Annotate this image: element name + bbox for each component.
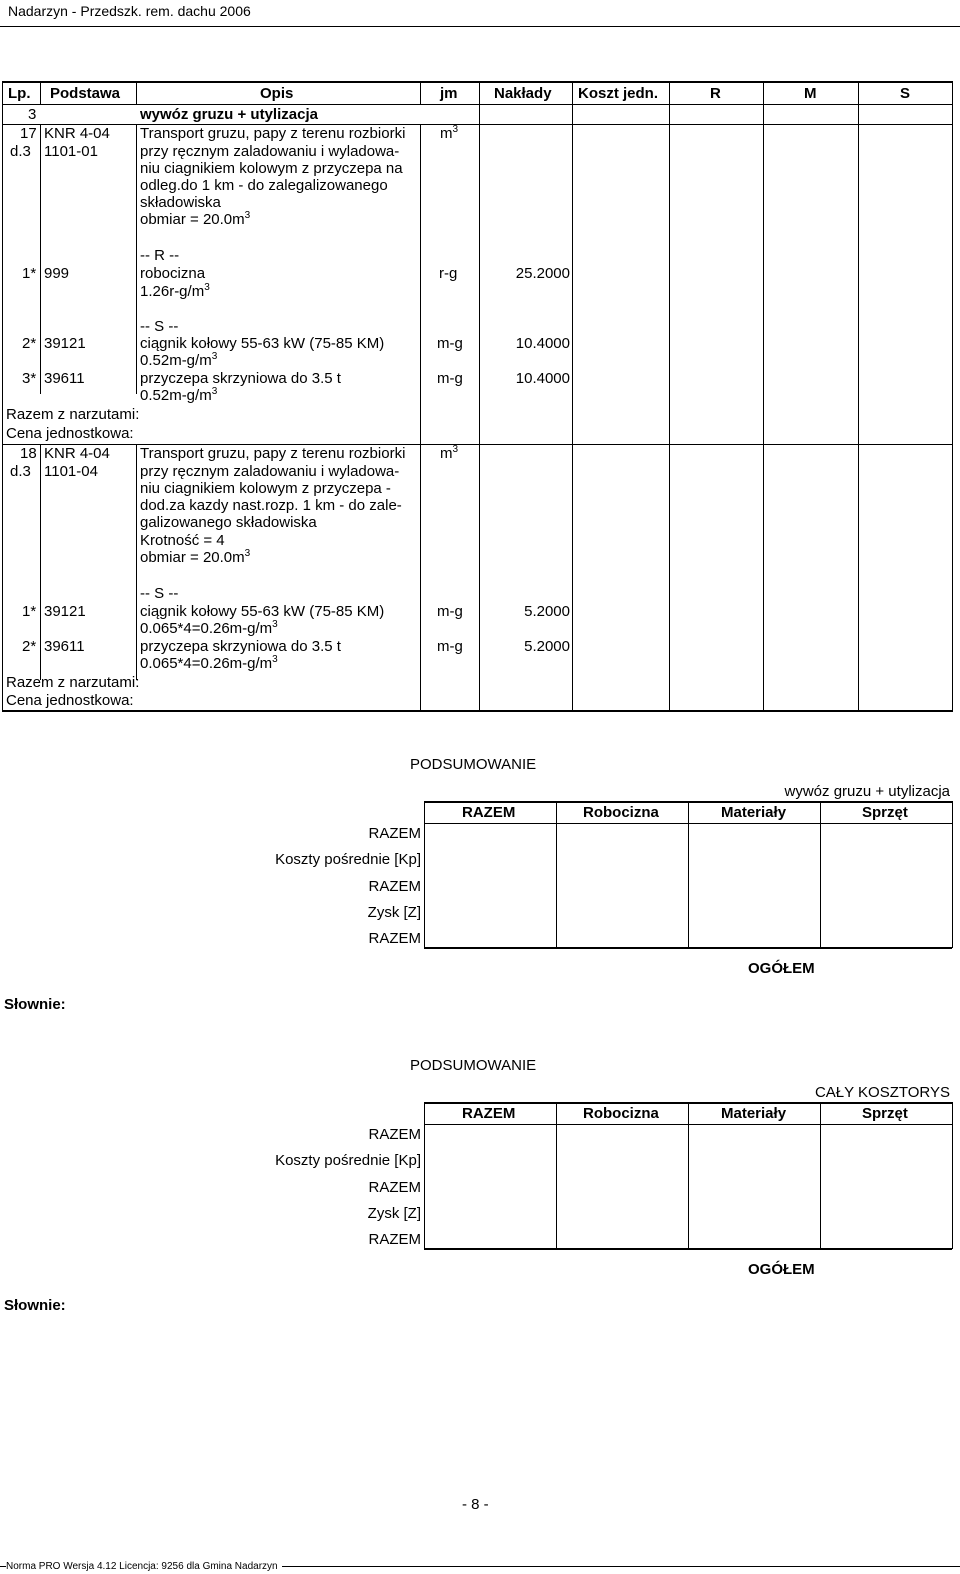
col-header-m: M <box>804 85 817 102</box>
resource-name: ciągnik kołowy 55-63 kW (75-85 KM) <box>140 335 385 352</box>
item-lp-suffix: d.3 <box>10 463 31 480</box>
resource-group-s: -- S -- <box>140 585 179 602</box>
summary-row-label: Koszty pośrednie [Kp] <box>275 1152 421 1169</box>
total-with-surcharges-label: Razem z narzutami: <box>6 406 140 423</box>
col-header-r: R <box>710 85 721 102</box>
resource-qty: 5.2000 <box>524 638 570 655</box>
summary-row-label: RAZEM <box>368 1179 421 1196</box>
resource-lp: 2* <box>22 638 37 655</box>
resource-qty: 25.2000 <box>515 265 570 282</box>
resource-unit: r-g <box>439 265 458 282</box>
summary-row-label: RAZEM <box>368 1231 421 1248</box>
item-measure: obmiar = $20.0m^3$ <box>140 210 251 228</box>
section-number: 3 <box>28 106 37 123</box>
summary-heading: PODSUMOWANIE <box>410 1057 537 1074</box>
col-header-s: S <box>900 85 911 102</box>
item-basis-code: 1101-01 <box>44 143 98 160</box>
resource-lp: 3* <box>22 370 37 387</box>
resource-unit: m-g <box>437 335 463 352</box>
resource-norm: $0.52m-g/m^3$ <box>140 386 218 404</box>
resource-name: ciągnik kołowy 55-63 kW (75-85 KM) <box>140 603 385 620</box>
total-with-surcharges-label: Razem z narzutami: <box>6 674 140 691</box>
summary-heading: PODSUMOWANIE <box>410 756 537 773</box>
unit-price-label: Cena jednostkowa: <box>6 425 134 442</box>
summary-row-label: RAZEM <box>368 1126 421 1143</box>
summary-row-label: Zysk [Z] <box>367 904 421 921</box>
item-basis: KNR 4-04 <box>44 125 110 142</box>
summary-scope: CAŁY KOSZTORYS <box>814 1084 950 1101</box>
item-desc-line: Krotność = 4 <box>140 532 225 549</box>
col-header-naklady: Nakłady <box>494 85 552 102</box>
table-header-bottom <box>2 104 952 105</box>
resource-qty: 5.2000 <box>524 603 570 620</box>
item-measure: obmiar = $20.0m^3$ <box>140 548 251 566</box>
summary-col-header: Robocizna <box>583 1105 659 1122</box>
item-unit: $m^3$ <box>440 124 459 142</box>
header-rule <box>0 26 960 27</box>
summary-row-label: Zysk [Z] <box>367 1205 421 1222</box>
summary-row-label: RAZEM <box>368 878 421 895</box>
resource-code: 39611 <box>44 370 85 387</box>
resource-lp: 2* <box>22 335 37 352</box>
grand-total-label: OGÓŁEM <box>748 960 815 977</box>
col-header-podstawa: Podstawa <box>50 85 121 102</box>
col-header-jm: jm <box>440 85 458 102</box>
grand-total-label: OGÓŁEM <box>748 1261 815 1278</box>
resource-code: 999 <box>44 265 70 282</box>
resource-qty: 10.4000 <box>515 370 570 387</box>
summary-col-header: RAZEM <box>462 804 516 821</box>
summary-row-label: Koszty pośrednie [Kp] <box>275 851 421 868</box>
item-lp-suffix: d.3 <box>10 143 31 160</box>
resource-name: przyczepa skrzyniowa do 3.5 t <box>140 370 341 387</box>
amount-in-words-label: Słownie: <box>4 1297 66 1314</box>
resource-unit: m-g <box>437 370 463 387</box>
summary-col-header: Robocizna <box>583 804 659 821</box>
resource-unit: m-g <box>437 603 463 620</box>
page-number: - 8 - <box>462 1496 489 1513</box>
resource-lp: 1* <box>22 265 37 282</box>
amount-in-words-label: Słownie: <box>4 996 66 1013</box>
summary-row-label: RAZEM <box>368 825 421 842</box>
summary-row-label: RAZEM <box>368 930 421 947</box>
resource-norm: $1.26r-g/m^3$ <box>140 282 210 300</box>
resource-code: 39121 <box>44 335 86 352</box>
item-desc-line: składowiska <box>140 194 221 211</box>
summary-col-header: Materiały <box>721 804 787 821</box>
summary-col-header: Sprzęt <box>862 804 908 821</box>
resource-code: 39121 <box>44 603 86 620</box>
summary-col-header: RAZEM <box>462 1105 516 1122</box>
unit-price-label: Cena jednostkowa: <box>6 692 134 709</box>
resource-norm: $0.52m-g/m^3$ <box>140 351 218 369</box>
item-lp: 18 <box>20 445 37 462</box>
item-desc-line: Transport gruzu, papy z terenu rozbiorki <box>140 125 406 142</box>
item-desc-line: przy ręcznym zaladowaniu i wyladowa- <box>140 463 400 480</box>
document-header: Nadarzyn - Przedszk. rem. dachu 2006 <box>8 3 251 19</box>
resource-name: robocizna <box>140 265 206 282</box>
resource-unit: m-g <box>437 638 463 655</box>
item-basis-code: 1101-04 <box>44 463 98 480</box>
summary-scope: wywóz gruzu + utylizacja <box>784 783 950 800</box>
col-header-koszt: Koszt jedn. <box>578 85 659 102</box>
summary-col-header: Materiały <box>721 1105 787 1122</box>
resource-lp: 1* <box>22 603 37 620</box>
resource-code: 39611 <box>44 638 85 655</box>
col-header-opis: Opis <box>260 85 294 102</box>
section-title: wywóz gruzu + utylizacja <box>140 106 318 123</box>
resource-norm: $0.065*4=0.26m-g/m^3$ <box>140 619 278 637</box>
item-desc-line: przy ręcznym zaladowaniu i wyladowa- <box>140 143 400 160</box>
summary-col-header: Sprzęt <box>862 1105 908 1122</box>
item-desc-line: niu ciagnikiem kolowym z przyczepa - <box>140 480 391 497</box>
item-lp: 17 <box>20 125 37 142</box>
item-desc-line: Transport gruzu, papy z terenu rozbiorki <box>140 445 406 462</box>
footer-text: Norma PRO Wersja 4.12 Licencja: 9256 dla Gmina Nadarzyn <box>6 1561 282 1572</box>
resource-group-r: -- R -- <box>140 247 180 264</box>
item-desc-line: galizowanego składowiska <box>140 514 317 531</box>
item-desc-line: niu ciagnikiem kolowym z przyczepa na <box>140 160 403 177</box>
item-desc-line: dod.za kazdy nast.rozp. 1 km - do zale- <box>140 497 402 514</box>
item-unit: $m^3$ <box>440 444 459 462</box>
col-header-lp: Lp. <box>8 85 31 102</box>
resource-qty: 10.4000 <box>515 335 570 352</box>
resource-name: przyczepa skrzyniowa do 3.5 t <box>140 638 341 655</box>
resource-norm: $0.065*4=0.26m-g/m^3$ <box>140 654 278 672</box>
resource-group-s: -- S -- <box>140 318 179 335</box>
item-basis: KNR 4-04 <box>44 445 110 462</box>
item-desc-line: odleg.do 1 km - do zalegalizowanego <box>140 177 388 194</box>
